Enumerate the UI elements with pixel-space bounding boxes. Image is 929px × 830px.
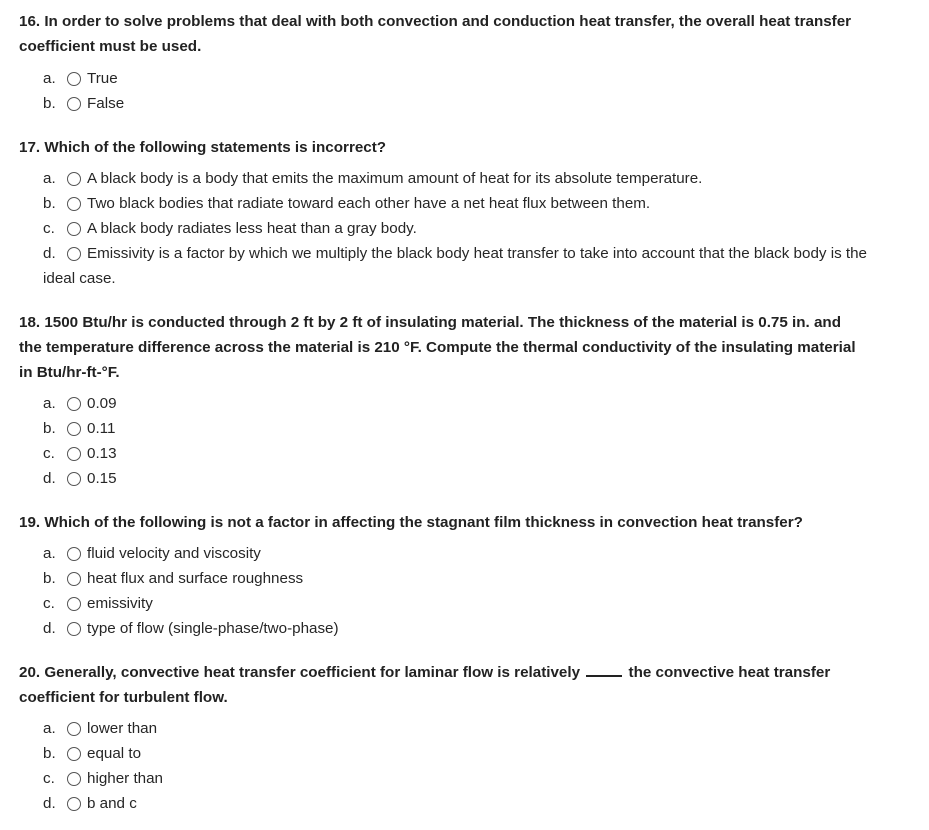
option-letter: a. [43,70,56,87]
option-text: False [87,95,125,112]
radio-button[interactable] [67,447,81,461]
radio-button[interactable] [67,72,81,86]
option-text: emissivity [87,595,153,612]
option-text: 0.09 [87,395,117,412]
option-letter: b. [43,195,56,212]
radio-button[interactable] [67,397,81,411]
fill-in-blank [586,661,622,677]
question-16-option-a[interactable] [43,66,883,91]
option-letter: d. [43,245,56,262]
option-text: heat flux and surface roughness [87,570,304,587]
option-text: True [87,70,118,87]
radio-button[interactable] [67,597,81,611]
option-letter: d. [43,470,56,487]
option-letter: a. [43,720,56,737]
question-20-option-c[interactable] [43,766,883,791]
option-text: b and c [87,795,137,812]
option-letter: a. [43,545,56,562]
question-17-option-c[interactable] [43,216,883,241]
option-letter: c. [43,770,55,787]
option-text: higher than [87,770,163,787]
radio-button[interactable] [67,572,81,586]
option-text: 0.11 [87,420,116,437]
question-16-option-b[interactable] [43,91,883,116]
question-18-option-d[interactable] [43,466,883,491]
question-17-option-d[interactable] [43,241,873,291]
option-letter: c. [43,595,55,612]
radio-button[interactable] [67,197,81,211]
question-19-option-a[interactable] [43,541,883,566]
radio-button[interactable] [67,772,81,786]
option-text: Two black bodies that radiate toward each other have a net heat flux between them. [87,195,651,212]
option-text: equal to [87,745,142,762]
question-19-option-c[interactable] [43,591,883,616]
question-16-stem: 16. In order to solve problems that deal with both convection and conduction heat transfer, the overall heat transfer coefficient must be used. [19,13,852,55]
question-20-stem-before: 20. Generally, convective heat transfer coefficient for laminar flow is relatively [19,664,581,681]
option-letter: c. [43,445,55,462]
question-18-option-a[interactable] [43,391,883,416]
question-20-option-b[interactable] [43,741,883,766]
option-letter: b. [43,95,56,112]
radio-button[interactable] [67,247,81,261]
option-text: A black body radiates less heat than a gray body. [87,220,417,237]
question-17-option-b[interactable] [43,191,883,216]
option-text: A black body is a body that emits the maximum amount of heat for its absolute temperature. [87,170,703,187]
option-text: fluid velocity and viscosity [87,545,261,562]
option-text: lower than [87,720,158,737]
question-20-stem [19,660,859,710]
question-19-option-d[interactable] [43,616,883,641]
option-letter: d. [43,795,56,812]
question-20-stem-after: the convective heat transfer coefficient for turbulent flow. [19,664,831,706]
radio-button[interactable] [67,622,81,636]
question-18-stem: 18. 1500 Btu/hr is conducted through 2 ft by 2 ft of insulating material. The thickness of the material is 0.75 in. and the temperature difference across the material is 210 °F. Compute the thermal conductivity of the insulating material in Btu/hr-ft-°F. [19,314,856,381]
question-20-option-a[interactable] [43,716,883,741]
radio-button[interactable] [67,472,81,486]
option-letter: a. [43,395,56,412]
option-letter: b. [43,570,56,587]
question-18-option-b[interactable] [43,416,883,441]
option-text: 0.13 [87,445,117,462]
option-text: 0.15 [87,470,117,487]
radio-button[interactable] [67,547,81,561]
option-letter: d. [43,620,56,637]
radio-button[interactable] [67,172,81,186]
radio-button[interactable] [67,797,81,811]
option-letter: b. [43,745,56,762]
question-17-option-a[interactable] [43,166,883,191]
option-text: type of flow (single-phase/two-phase) [87,620,339,637]
option-letter: a. [43,170,56,187]
question-18-option-c[interactable] [43,441,883,466]
option-text: Emissivity is a factor by which we multiply the black body heat transfer to take into account that the black body is the ideal case. [43,245,868,287]
radio-button[interactable] [67,422,81,436]
question-17-stem: 17. Which of the following statements is incorrect? [19,139,387,156]
question-19-option-b[interactable] [43,566,883,591]
radio-button[interactable] [67,722,81,736]
radio-button[interactable] [67,97,81,111]
radio-button[interactable] [67,222,81,236]
question-19-stem: 19. Which of the following is not a factor in affecting the stagnant film thickness in convection heat transfer? [19,514,803,531]
option-letter: c. [43,220,55,237]
radio-button[interactable] [67,747,81,761]
option-letter: b. [43,420,56,437]
question-20-option-d[interactable] [43,791,883,816]
